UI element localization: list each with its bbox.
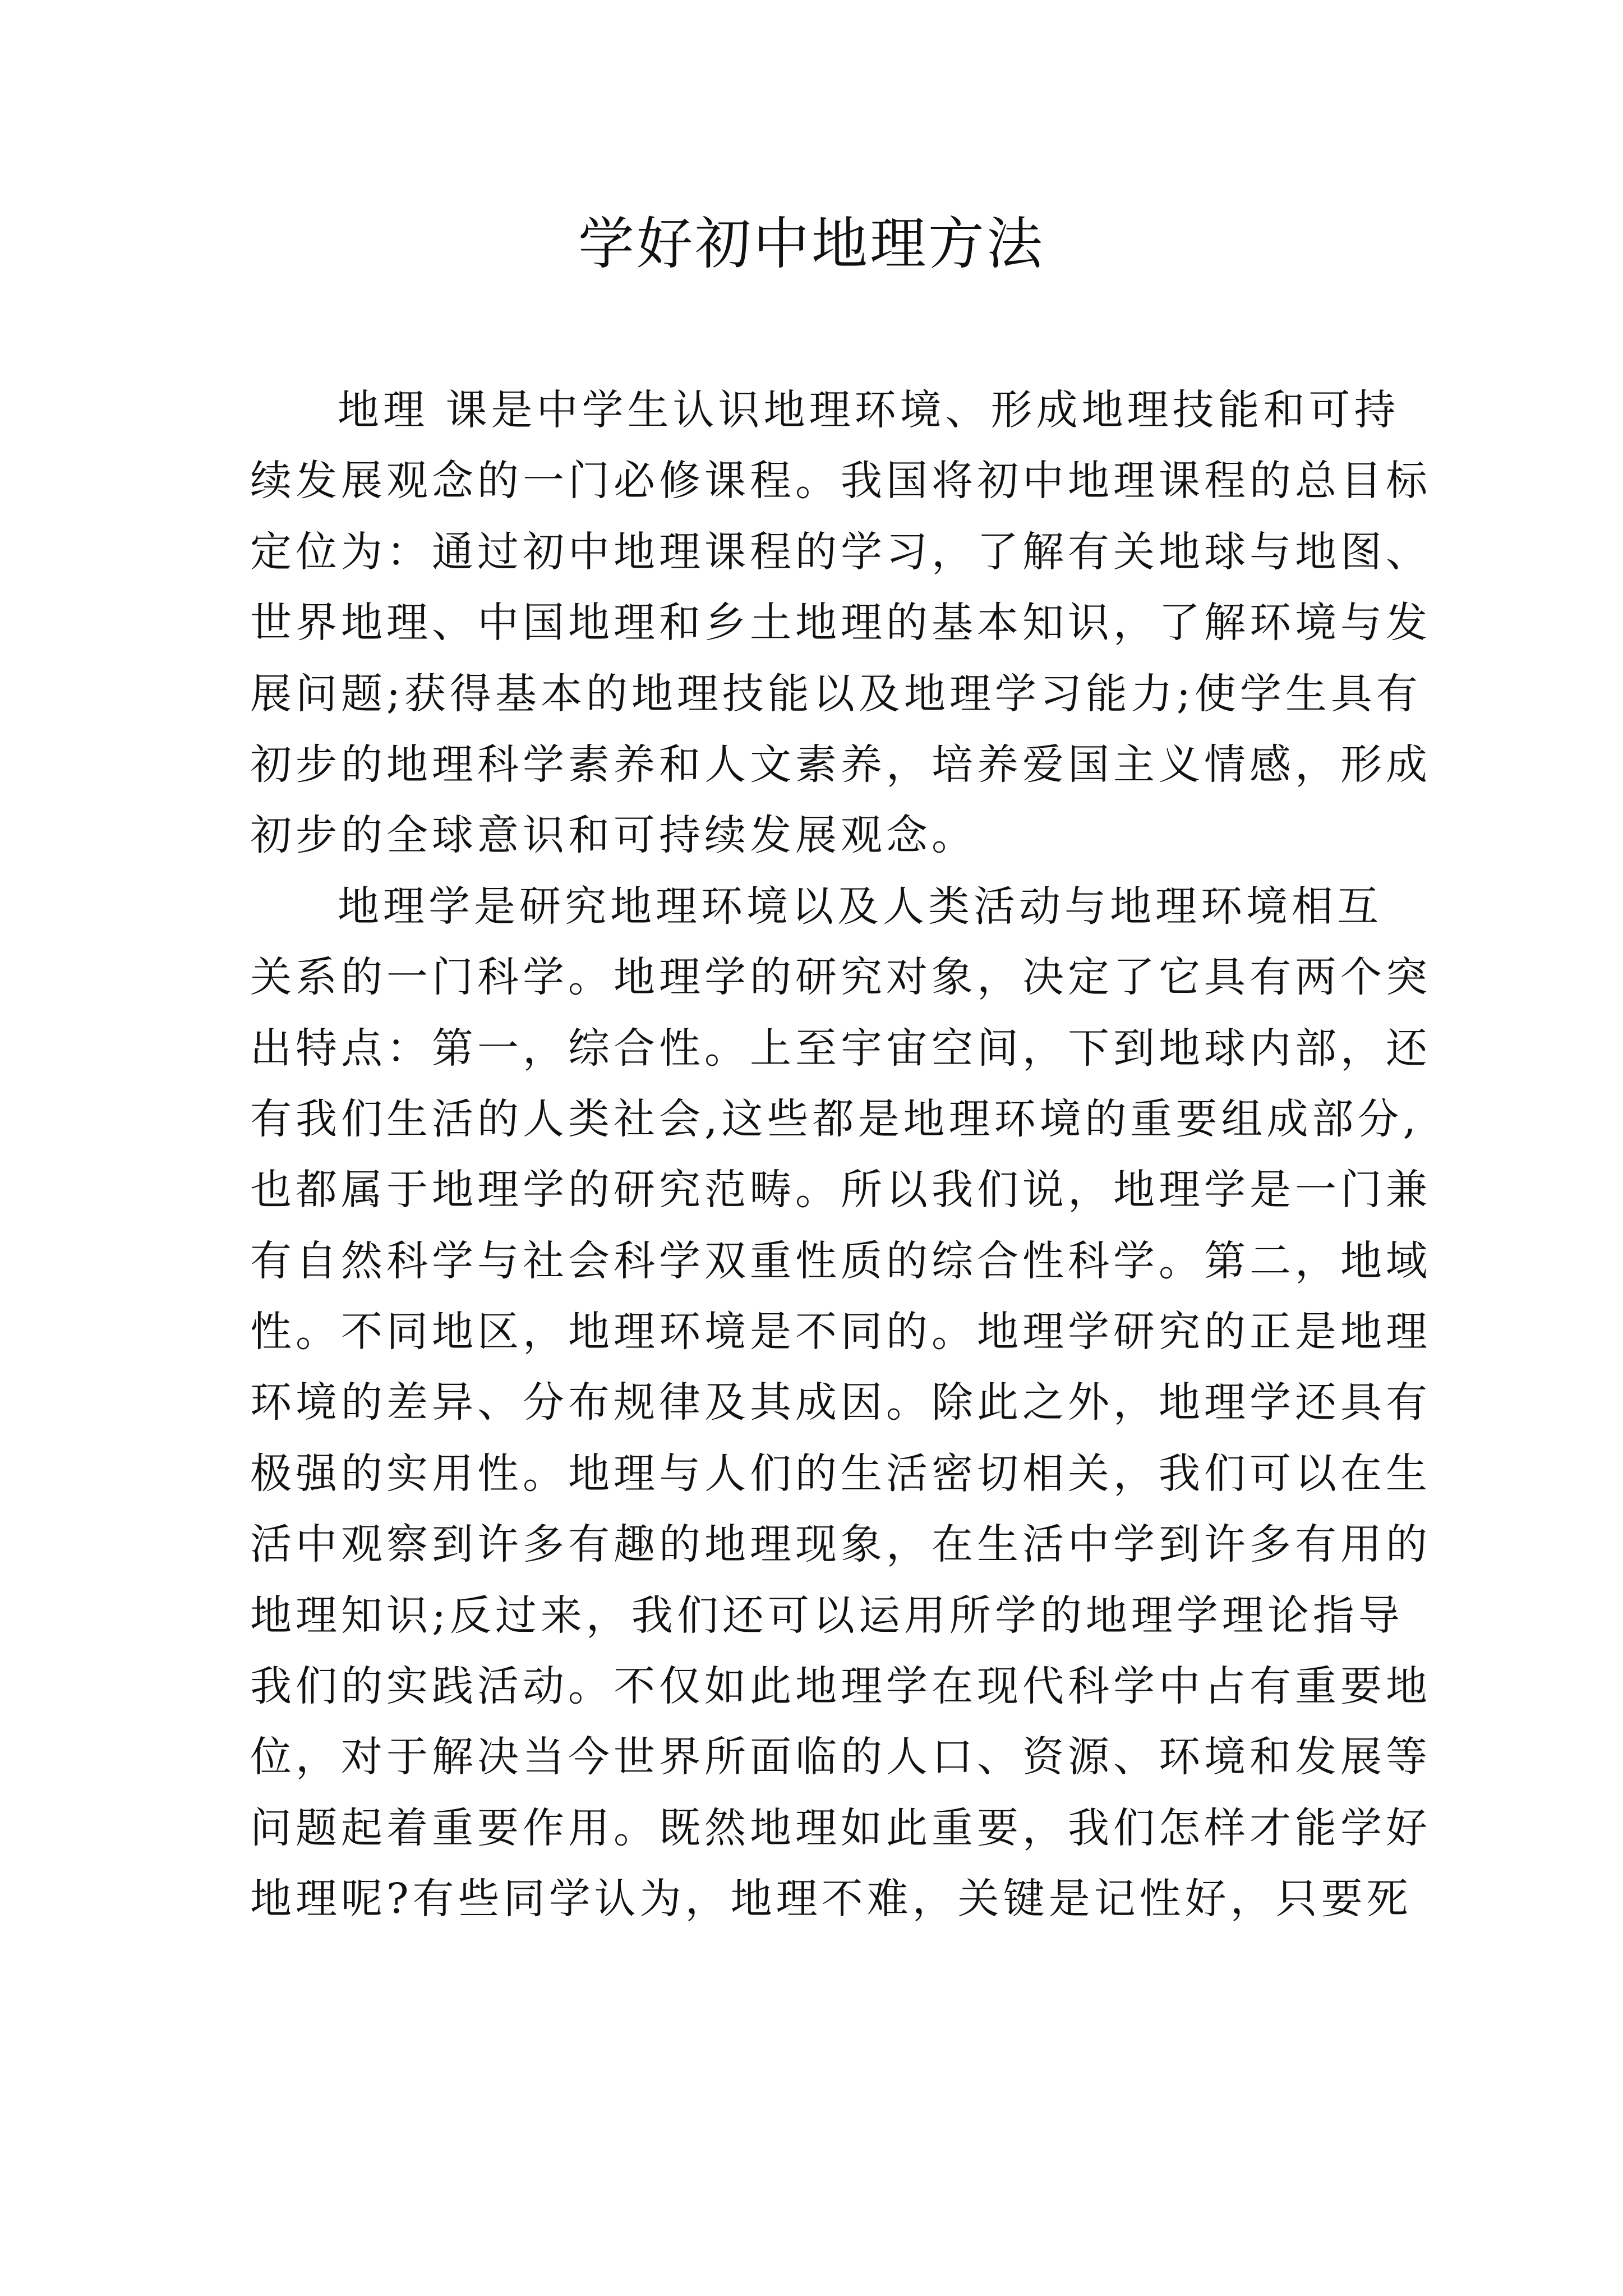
text-line: 展问题;获得基本的地理技能以及地理学习能力;使学生具有 [250,669,1422,718]
text-line: 关系的一门科学。地理学的研究对象，决定了它具有两个突 [250,953,1431,1002]
document-body [250,375,1623,1935]
text-line: 续发展观念的一门必修课程。我国将初中地理课程的总目标 [250,457,1431,505]
text-line: 初步的地理科学素养和人文素养，培养爱国主义情感，形成 [250,740,1431,789]
text-line: 也都属于地理学的研究范畴。所以我们说，地理学是一门兼 [250,1166,1431,1214]
text-line: 地理学是研究地理环境以及人类活动与地理环境相互 [338,882,1382,931]
text-line: 有我们生活的人类社会,这些都是地理环境的重要组成部分, [250,1094,1421,1143]
text-line: 定位为：通过初中地理课程的学习，了解有关地球与地图、 [250,527,1431,576]
text-line: 有自然科学与社会科学双重性质的综合性科学。第二，地域 [250,1236,1431,1285]
text-line: 地理知识;反过来，我们还可以运用所学的地理学理论指导 [250,1591,1404,1640]
text-line: 性。不同地区，地理环境是不同的。地理学研究的正是地理 [250,1308,1431,1356]
text-line: 我们的实践活动。不仅如此地理学在现代科学中占有重要地 [250,1662,1431,1711]
text-line: 地理 课是中学生认识地理环境、形成地理技能和可持 [338,386,1400,434]
text-line: 地理呢?有些同学认为，地理不难，关键是记性好，只要死 [250,1875,1412,1924]
text-line: 世界地理、中国地理和乡土地理的基本知识，了解环境与发 [250,599,1431,647]
text-line: 极强的实用性。地理与人们的生活密切相关，我们可以在生 [250,1449,1431,1498]
text-line: 环境的差异、分布规律及其成因。除此之外，地理学还具有 [250,1378,1431,1427]
text-line: 出特点：第一，综合性。上至宇宙空间，下到地球内部，还 [250,1024,1431,1073]
text-line: 活中观察到许多有趣的地理现象，在生活中学到许多有用的 [250,1520,1431,1569]
text-line: 问题起着重要作用。既然地理如此重要，我们怎样才能学好 [250,1803,1431,1852]
text-line: 初步的全球意识和可持续发展观念。 [250,811,977,860]
document-title: 学好初中地理方法 [578,211,1045,277]
text-line: 位，对于解决当今世界所面临的人口、资源、环境和发展等 [250,1733,1431,1782]
